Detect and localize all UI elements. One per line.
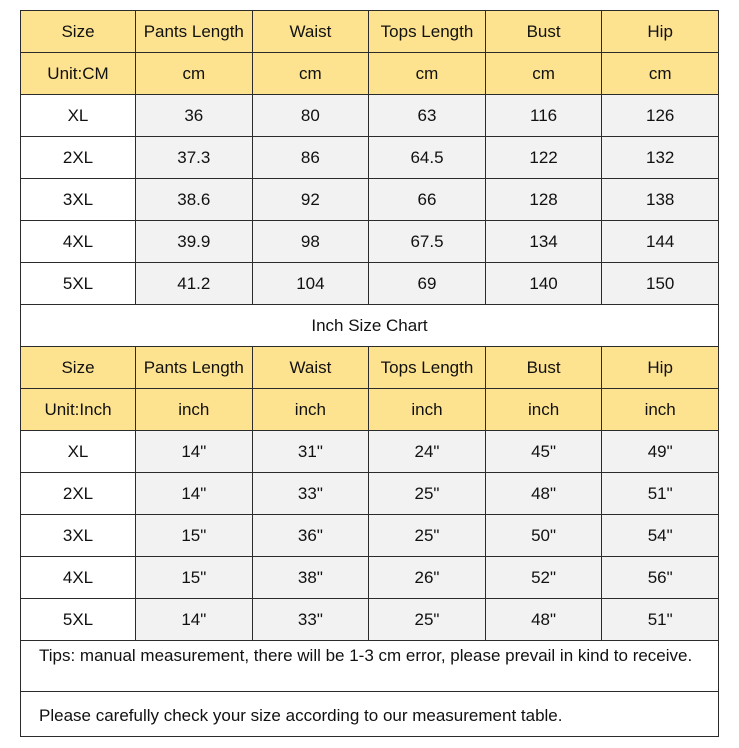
unit-cell: Unit:CM xyxy=(21,53,136,95)
unit-cell: inch xyxy=(602,389,719,431)
unit-cell: inch xyxy=(369,389,486,431)
cm-table-row xyxy=(21,179,719,221)
value-cell: 67.5 xyxy=(369,221,486,263)
unit-cell: inch xyxy=(136,389,253,431)
tips-text: Tips: manual measurement, there will be 1-3 cm error, please prevail in kind to receive. xyxy=(21,641,719,692)
unit-cell: cm xyxy=(485,53,602,95)
unit-cell: inch xyxy=(252,389,369,431)
unit-cell: cm xyxy=(602,53,719,95)
value-cell: 122 xyxy=(485,137,602,179)
value-cell: 14" xyxy=(136,599,253,641)
value-cell: 52" xyxy=(485,557,602,599)
value-cell: 36 xyxy=(136,95,253,137)
cm-unit-row xyxy=(21,53,719,95)
value-cell: 45" xyxy=(485,431,602,473)
value-cell: 150 xyxy=(602,263,719,305)
value-cell: 56" xyxy=(602,557,719,599)
value-cell: 33" xyxy=(252,599,369,641)
value-cell: 25" xyxy=(369,599,486,641)
size-cell: 3XL xyxy=(21,179,136,221)
size-cell: 3XL xyxy=(21,515,136,557)
value-cell: 63 xyxy=(369,95,486,137)
inch-table-row xyxy=(21,473,719,515)
tips-row xyxy=(21,641,719,692)
size-cell: 5XL xyxy=(21,263,136,305)
value-cell: 86 xyxy=(252,137,369,179)
header-cell: Pants Length xyxy=(136,347,253,389)
cm-header-row xyxy=(21,11,719,53)
cm-table-row xyxy=(21,137,719,179)
value-cell: 14" xyxy=(136,473,253,515)
value-cell: 15" xyxy=(136,557,253,599)
value-cell: 15" xyxy=(136,515,253,557)
header-cell: Tops Length xyxy=(369,347,486,389)
size-cell: XL xyxy=(21,95,136,137)
value-cell: 54" xyxy=(602,515,719,557)
header-cell: Size xyxy=(21,347,136,389)
unit-cell: inch xyxy=(485,389,602,431)
value-cell: 26" xyxy=(369,557,486,599)
value-cell: 98 xyxy=(252,221,369,263)
value-cell: 48" xyxy=(485,599,602,641)
size-cell: 5XL xyxy=(21,599,136,641)
notice-text: Please carefully check your size according to our measurement table. xyxy=(21,692,719,737)
cm-table-row xyxy=(21,263,719,305)
unit-cell: cm xyxy=(136,53,253,95)
size-cell: 4XL xyxy=(21,557,136,599)
value-cell: 41.2 xyxy=(136,263,253,305)
value-cell: 38.6 xyxy=(136,179,253,221)
size-chart-table xyxy=(20,10,719,737)
value-cell: 31" xyxy=(252,431,369,473)
value-cell: 140 xyxy=(485,263,602,305)
value-cell: 64.5 xyxy=(369,137,486,179)
header-cell: Tops Length xyxy=(369,11,486,53)
value-cell: 25" xyxy=(369,515,486,557)
unit-cell: cm xyxy=(252,53,369,95)
value-cell: 104 xyxy=(252,263,369,305)
value-cell: 14" xyxy=(136,431,253,473)
value-cell: 144 xyxy=(602,221,719,263)
value-cell: 128 xyxy=(485,179,602,221)
cm-table-row xyxy=(21,95,719,137)
inch-unit-row xyxy=(21,389,719,431)
value-cell: 33" xyxy=(252,473,369,515)
inch-table-row xyxy=(21,599,719,641)
value-cell: 66 xyxy=(369,179,486,221)
notice-row xyxy=(21,692,719,737)
size-cell: 2XL xyxy=(21,137,136,179)
inch-table-row xyxy=(21,431,719,473)
header-cell: Waist xyxy=(252,11,369,53)
value-cell: 69 xyxy=(369,263,486,305)
header-cell: Pants Length xyxy=(136,11,253,53)
value-cell: 51" xyxy=(602,473,719,515)
inch-table-row xyxy=(21,515,719,557)
value-cell: 49" xyxy=(602,431,719,473)
header-cell: Bust xyxy=(485,11,602,53)
value-cell: 134 xyxy=(485,221,602,263)
inch-title-row xyxy=(21,305,719,347)
inch-header-row xyxy=(21,347,719,389)
value-cell: 38" xyxy=(252,557,369,599)
value-cell: 25" xyxy=(369,473,486,515)
value-cell: 50" xyxy=(485,515,602,557)
size-cell: 2XL xyxy=(21,473,136,515)
value-cell: 37.3 xyxy=(136,137,253,179)
header-cell: Size xyxy=(21,11,136,53)
size-cell: 4XL xyxy=(21,221,136,263)
value-cell: 80 xyxy=(252,95,369,137)
header-cell: Hip xyxy=(602,347,719,389)
size-cell: XL xyxy=(21,431,136,473)
cm-table-row xyxy=(21,221,719,263)
header-cell: Hip xyxy=(602,11,719,53)
value-cell: 24" xyxy=(369,431,486,473)
unit-cell: cm xyxy=(369,53,486,95)
value-cell: 116 xyxy=(485,95,602,137)
value-cell: 92 xyxy=(252,179,369,221)
value-cell: 51" xyxy=(602,599,719,641)
value-cell: 132 xyxy=(602,137,719,179)
value-cell: 36" xyxy=(252,515,369,557)
header-cell: Waist xyxy=(252,347,369,389)
header-cell: Bust xyxy=(485,347,602,389)
value-cell: 48" xyxy=(485,473,602,515)
inch-table-row xyxy=(21,557,719,599)
value-cell: 126 xyxy=(602,95,719,137)
value-cell: 138 xyxy=(602,179,719,221)
unit-cell: Unit:Inch xyxy=(21,389,136,431)
value-cell: 39.9 xyxy=(136,221,253,263)
inch-chart-title: Inch Size Chart xyxy=(21,305,719,347)
